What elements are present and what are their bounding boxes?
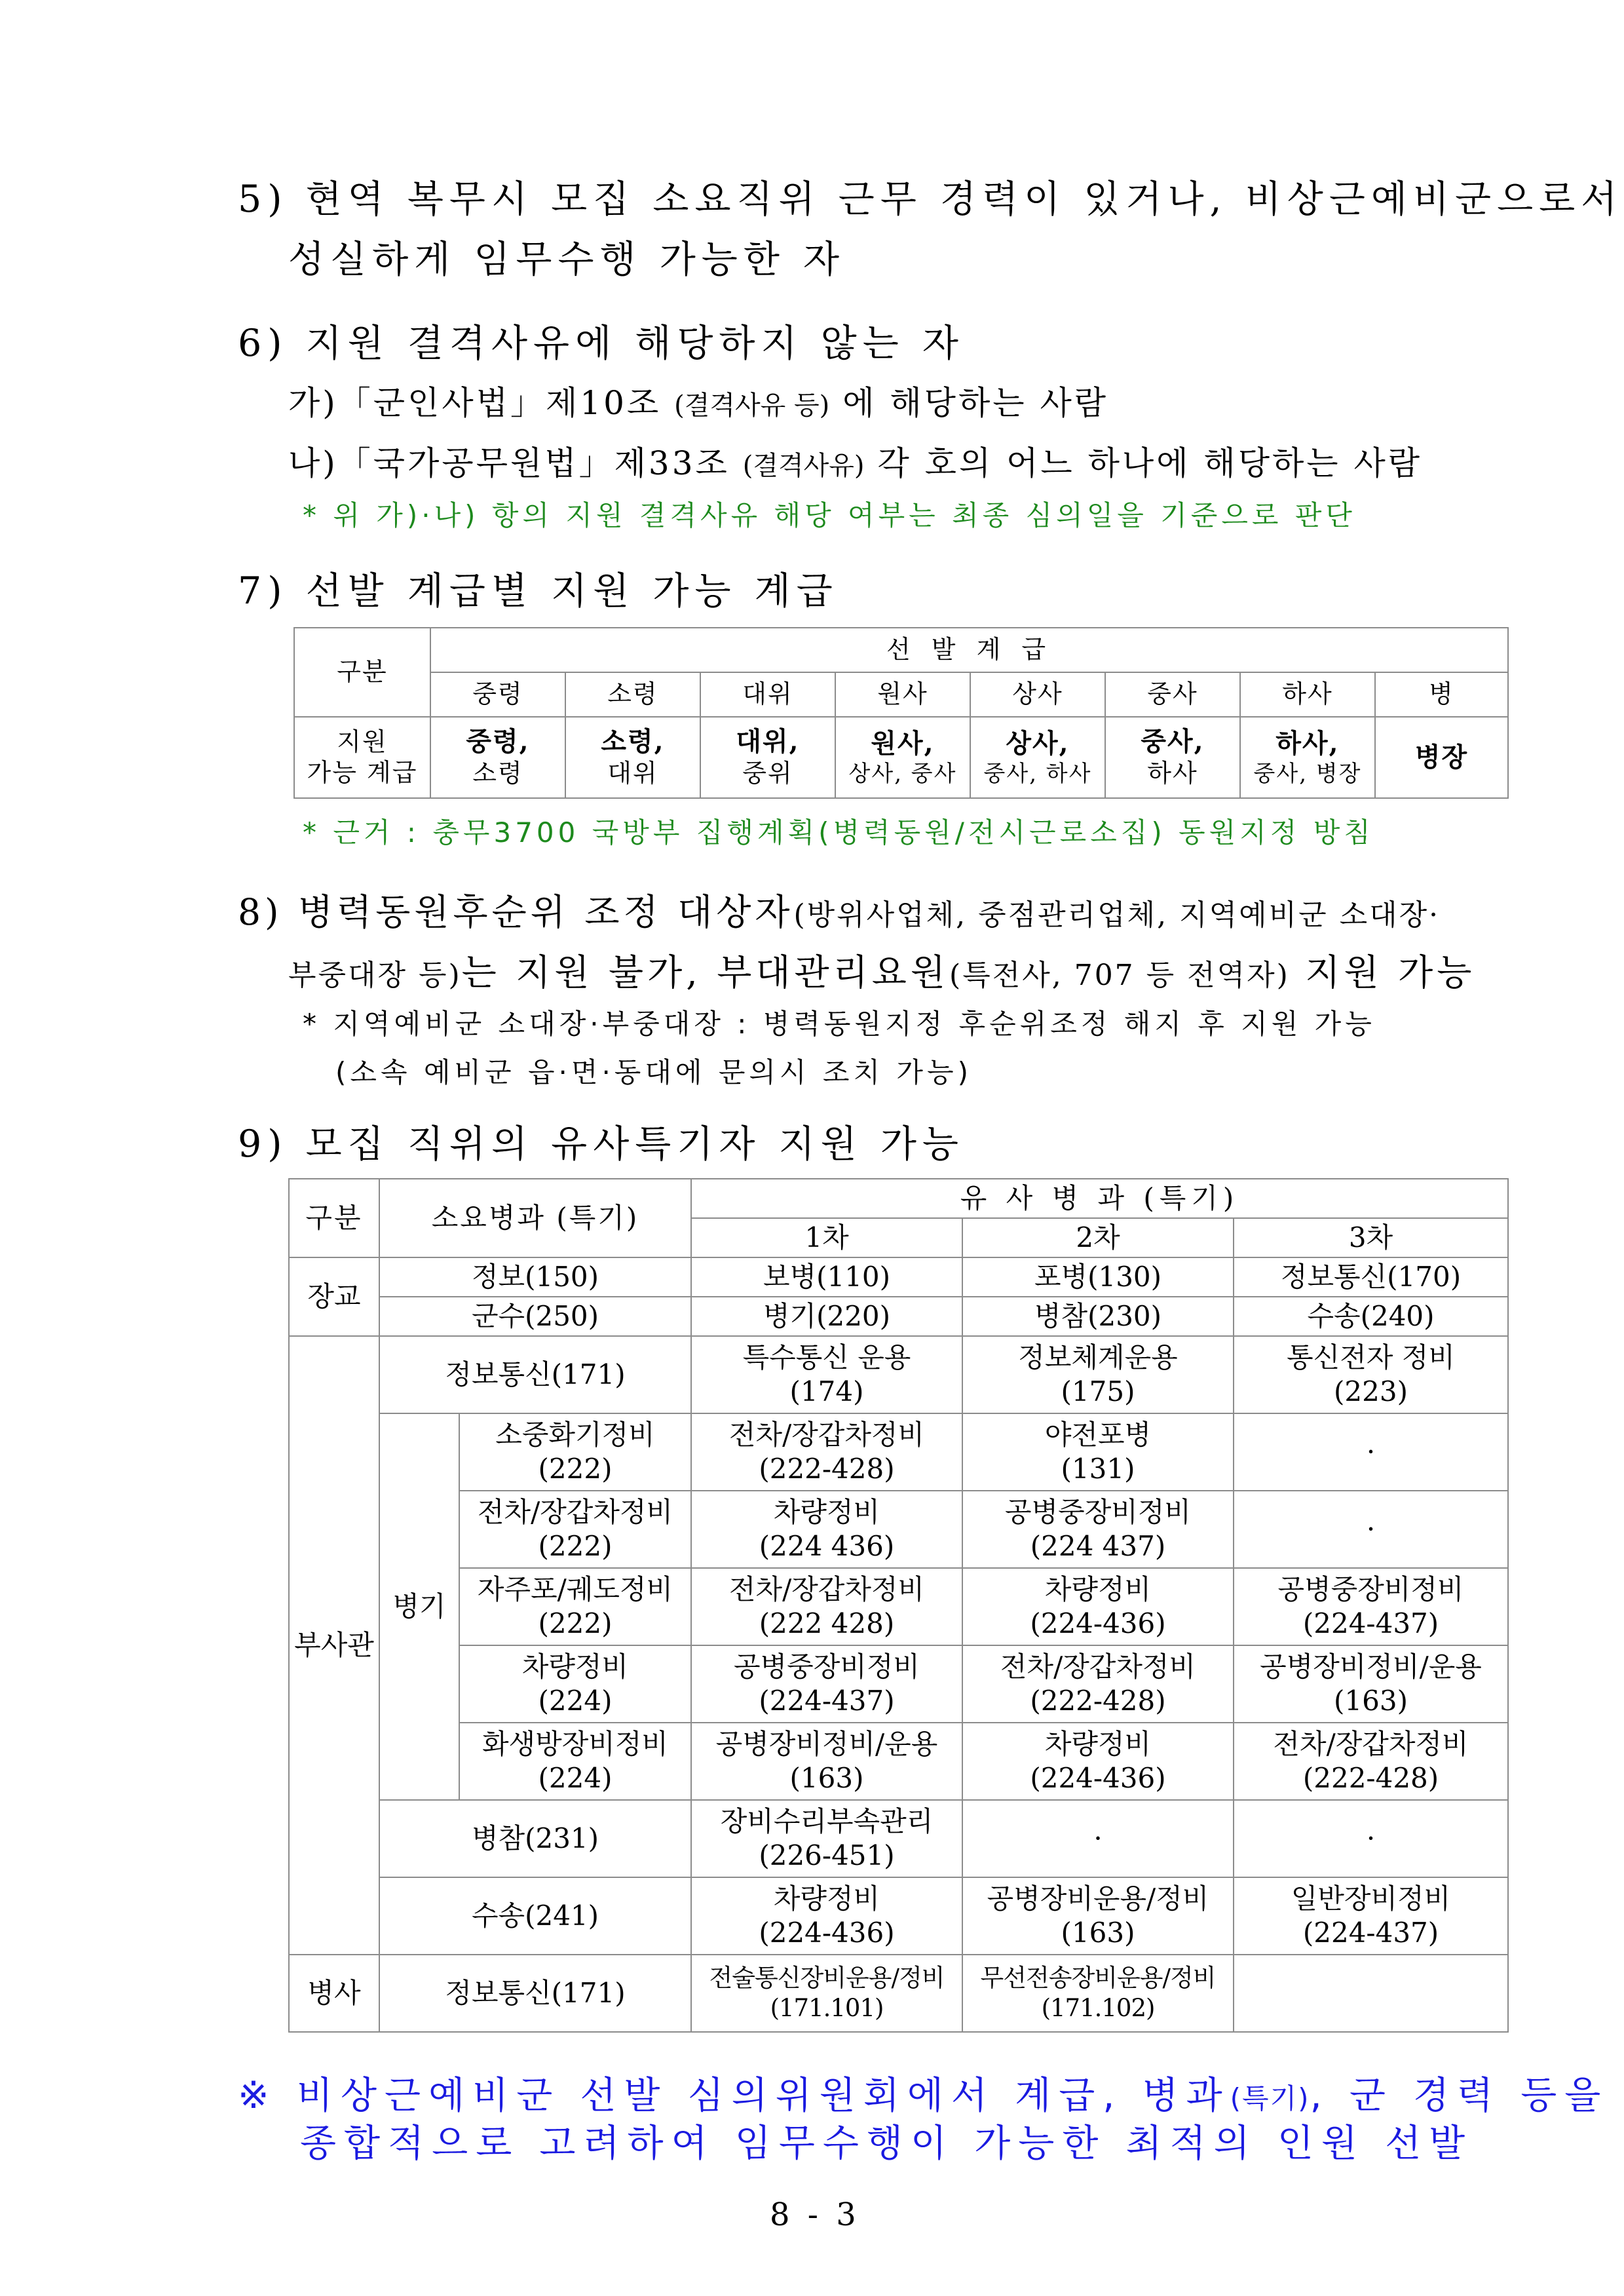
similar-cell [1234,1413,1508,1491]
group-officer: 장교 [289,1257,379,1336]
rank-table-group-header: 선 발 계 급 [430,628,1508,672]
cell-line: (224) [538,1685,613,1717]
footer-line-2: 종합적으로 고려하여 임무수행이 가능한 최적의 인원 선발 [300,2122,1473,2165]
item-6-b-main: 나)「국가공무원법」제33조 [288,444,730,482]
similar-cell [691,1645,962,1723]
item-5-line-1: 5) 현역 복무시 모집 소요직위 근무 경력이 있거나, 비상근예비군으로서 [238,178,1623,221]
cell-line: (224 437) [1030,1530,1166,1562]
similar-cell: 정보통신(170) [1234,1257,1508,1297]
cell-line: (163) [1334,1685,1408,1717]
cell-line: (222-428) [1030,1685,1166,1717]
item-8-l2-c: (특전사, 707 등 전역자) [949,959,1290,992]
cell-line: 정보체계운용 [1018,1341,1178,1373]
rank-cell [700,717,835,798]
cell-line: 공병중장비정비 [733,1650,920,1683]
rank-table [293,627,1509,799]
rank-cell-main: 중사, [1141,726,1205,757]
cell-line: 전차/장갑차정비 [1000,1650,1196,1683]
cell-line: (222) [538,1453,613,1485]
rank-cell [1240,717,1375,798]
cell-line: 차량정비 [773,1882,880,1915]
similar-cell: 병참(230) [962,1297,1234,1336]
cell-line: (163) [1061,1917,1135,1949]
cell-line: (224 436) [759,1530,895,1562]
cell-line: 자주포/궤도정비 [477,1573,673,1605]
req-cell: 수송(241) [379,1877,691,1955]
cell-line: (224-437) [1302,1917,1439,1949]
rank-table-header-label: 구분 [294,628,430,717]
similar-cell [691,1877,962,1955]
cell-line: 무선전송장비운용/정비 [980,1963,1216,1992]
cell-line: 차량정비 [1044,1573,1152,1605]
rank-cell-main: 상사, [1006,727,1070,759]
cell-line: 야전포병 [1044,1418,1152,1451]
rank-cell-sub: 하사 [1147,759,1198,788]
similar-cell [691,1413,962,1491]
req-cell: 군수(250) [379,1297,691,1336]
cell-line: 전차/장갑차정비 [728,1573,925,1605]
req-cell [459,1491,691,1568]
row-label-1: 지원 [337,727,388,756]
rank-cell-sub: 중사, 병장 [1253,760,1362,787]
cell-line: 전차/장갑차정비 [1273,1727,1469,1760]
item-8-line-1 [238,883,1440,935]
similar-cell [691,1336,962,1413]
cell-line: (222) [538,1530,613,1562]
footer-line-1-b: , 군 경력 등을 [1310,2074,1609,2117]
footer-line-1 [238,2065,1608,2119]
rank-header: 중사 [1105,672,1240,717]
req-cell: 병참(231) [379,1800,691,1877]
item-8-l2-a: 부중대장 등) [288,959,462,992]
item-5-line-2: 성실하게 임무수행 가능한 자 [288,238,846,281]
cell-line: 공병중장비정비 [1277,1573,1464,1605]
cell-line: (222 428) [759,1607,895,1639]
similar-cell [691,1723,962,1800]
similar-cell [962,1491,1234,1568]
cell-line: 차량정비 [773,1495,880,1528]
similar-cell [691,1568,962,1645]
item-6-a-rest: 에 해당하는 사람 [842,384,1109,422]
item-8-note-1: * 지역예비군 소대장·부중대장 : 병력동원지정 후순위조정 해지 후 지원 가능 [303,1008,1376,1040]
item-7-title: 7) 선발 계급별 지원 가능 계급 [238,569,839,613]
th-3rd: 3차 [1234,1218,1508,1257]
group-enlisted: 병사 [289,1955,379,2032]
item-6-a-small: (결격사유 등) [674,391,830,421]
similar-cell: · [962,1800,1234,1877]
th-required: 소요병과 (특기) [379,1179,691,1257]
similar-cell [1234,1336,1508,1413]
cell-line: (224) [538,1762,613,1794]
similar-cell [691,1955,962,2032]
req-cell: 정보통신(171) [379,1336,691,1413]
req-cell [459,1568,691,1645]
rank-table-row-label [294,717,430,798]
item-8-l2-b: 는 지원 불가, 부대관리요원 [461,951,950,993]
rank-header: 대위 [700,672,835,717]
cell-line: (163) [789,1762,864,1794]
specialty-table [288,1178,1509,2033]
req-cell: 정보통신(171) [379,1955,691,2032]
item-7-note: * 근거 : 충무3700 국방부 집행계획(병력동원/전시근로소집) 동원지정 방침 [303,816,1374,849]
rank-cell-main: 중령, [466,726,530,757]
cell-line: (131) [1061,1453,1135,1485]
rank-cell-main: 하사, [1275,727,1340,759]
cell-line: · [1366,1435,1376,1468]
rank-header: 하사 [1240,672,1375,717]
cell-line: (171.102) [1041,1994,1155,2022]
item-9-title: 9) 모집 직위의 유사특기자 지원 가능 [238,1122,964,1166]
rank-cell-main: 병장 [1414,742,1469,773]
item-8-note-2: (소속 예비군 읍·면·동대에 문의시 조치 가능) [335,1056,972,1088]
similar-cell [962,1336,1234,1413]
item-6-b-small: (결격사유) [742,451,865,481]
rank-cell-sub: 중위 [742,759,793,788]
similar-cell: 포병(130) [962,1257,1234,1297]
rank-header: 원사 [835,672,970,717]
cell-line: 차량정비 [521,1650,629,1683]
item-6-note: * 위 가)·나) 항의 지원 결격사유 해당 여부는 최종 심의일을 기준으로 판단 [303,499,1356,531]
similar-cell [962,1723,1234,1800]
item-8-l2-d: 지원 가능 [1289,951,1476,993]
item-6-b-rest: 각 호의 어느 하나에 해당하는 사람 [877,444,1423,482]
cell-line: (223) [1334,1375,1408,1407]
rank-cell [565,717,700,798]
cell-line: 전차/장갑차정비 [477,1495,673,1528]
cell-line: 공병장비정비/운용 [1260,1650,1482,1683]
rank-cell-main: 원사, [871,727,935,759]
rank-header: 중령 [430,672,565,717]
rank-cell-sub: 소령 [472,759,523,788]
rank-cell [1375,717,1508,798]
th-similar: 유 사 병 과 (특기) [691,1179,1508,1218]
similar-cell [1234,1491,1508,1568]
cell-line: · [1366,1512,1376,1545]
rank-cell-main: 소령, [601,726,665,757]
cell-line: (175) [1061,1375,1135,1407]
item-6-a [288,377,1108,424]
cell-line: 전차/장갑차정비 [728,1418,925,1451]
item-6-a-main: 가)「군인사법」제10조 [288,384,662,422]
cell-line: 장비수리부속관리 [720,1805,934,1837]
cell-line: (171.101) [770,1994,884,2022]
row-label-2: 가능 계급 [307,758,418,787]
cell-line: 소중화기정비 [495,1418,655,1451]
rank-header: 소령 [565,672,700,717]
th-2nd: 2차 [962,1218,1234,1257]
cell-line: 공병중장비정비 [1004,1495,1191,1528]
similar-cell [1234,1877,1508,1955]
rank-cell [430,717,565,798]
rank-cell [1105,717,1240,798]
similar-cell [1234,1568,1508,1645]
similar-cell [1234,1645,1508,1723]
similar-cell [962,1413,1234,1491]
cell-line: 특수통신 운용 [742,1341,911,1373]
cell-line: (224-437) [759,1685,895,1717]
similar-cell [962,1877,1234,1955]
cell-line: (174) [789,1375,864,1407]
rank-header: 상사 [970,672,1105,717]
rank-cell-main: 대위, [736,726,800,757]
cell-line: 차량정비 [1044,1727,1152,1760]
cell-line: (224-437) [1302,1607,1439,1639]
item-6-b [288,437,1422,484]
rank-cell-sub: 중사, 하사 [983,760,1092,787]
page-number: 8 - 3 [770,2196,860,2233]
group-weapons: 병기 [379,1413,459,1800]
group-warrant: 부사관 [289,1336,379,1955]
req-cell [459,1645,691,1723]
req-cell [459,1723,691,1800]
req-cell [459,1413,691,1491]
similar-cell: 병기(220) [691,1297,962,1336]
rank-cell-sub: 대위 [607,759,658,788]
cell-line: 통신전자 정비 [1287,1341,1455,1373]
cell-line: 공병장비운용/정비 [987,1882,1209,1915]
cell-line: (226-451) [759,1839,895,1871]
similar-cell [691,1491,962,1568]
req-cell: 정보(150) [379,1257,691,1297]
rank-cell-sub: 상사, 중사 [848,760,957,787]
similar-cell [1234,1723,1508,1800]
footer-line-1-small: (특기) [1230,2082,1310,2114]
cell-line: 공병장비정비/운용 [715,1727,938,1760]
footer-line-1-a: ※ 비상근예비군 선발 심의위원회에서 계급, 병과 [238,2074,1230,2117]
item-8-line-2 [288,944,1475,995]
th-category: 구분 [289,1179,379,1257]
rank-header: 병 [1375,672,1508,717]
cell-line: (224-436) [1030,1762,1166,1794]
similar-cell: 수송(240) [1234,1297,1508,1336]
item-8-l1-a: 8) 병력동원후순위 조정 대상자 [238,891,794,933]
cell-line: (222-428) [759,1453,895,1485]
cell-line: 일반장비정비 [1291,1882,1451,1915]
similar-cell [1234,1955,1508,2032]
cell-line: (222) [538,1607,613,1639]
cell-line: (222-428) [1302,1762,1439,1794]
similar-cell [962,1645,1234,1723]
rank-cell [835,717,970,798]
similar-cell: 보병(110) [691,1257,962,1297]
cell-line: 화생방장비정비 [482,1727,668,1760]
cell-line: 전술통신장비운용/정비 [709,1963,945,1992]
item-8-l1-b: (방위사업체, 중점관리업체, 지역예비군 소대장· [793,898,1441,932]
item-6-title: 6) 지원 결격사유에 해당하지 않는 자 [238,322,964,365]
similar-cell [962,1568,1234,1645]
rank-cell [970,717,1105,798]
similar-cell [962,1955,1234,2032]
similar-cell [691,1800,962,1877]
cell-line: (224-436) [1030,1607,1166,1639]
cell-line: (224-436) [759,1917,895,1949]
similar-cell: · [1234,1800,1508,1877]
th-1st: 1차 [691,1218,962,1257]
